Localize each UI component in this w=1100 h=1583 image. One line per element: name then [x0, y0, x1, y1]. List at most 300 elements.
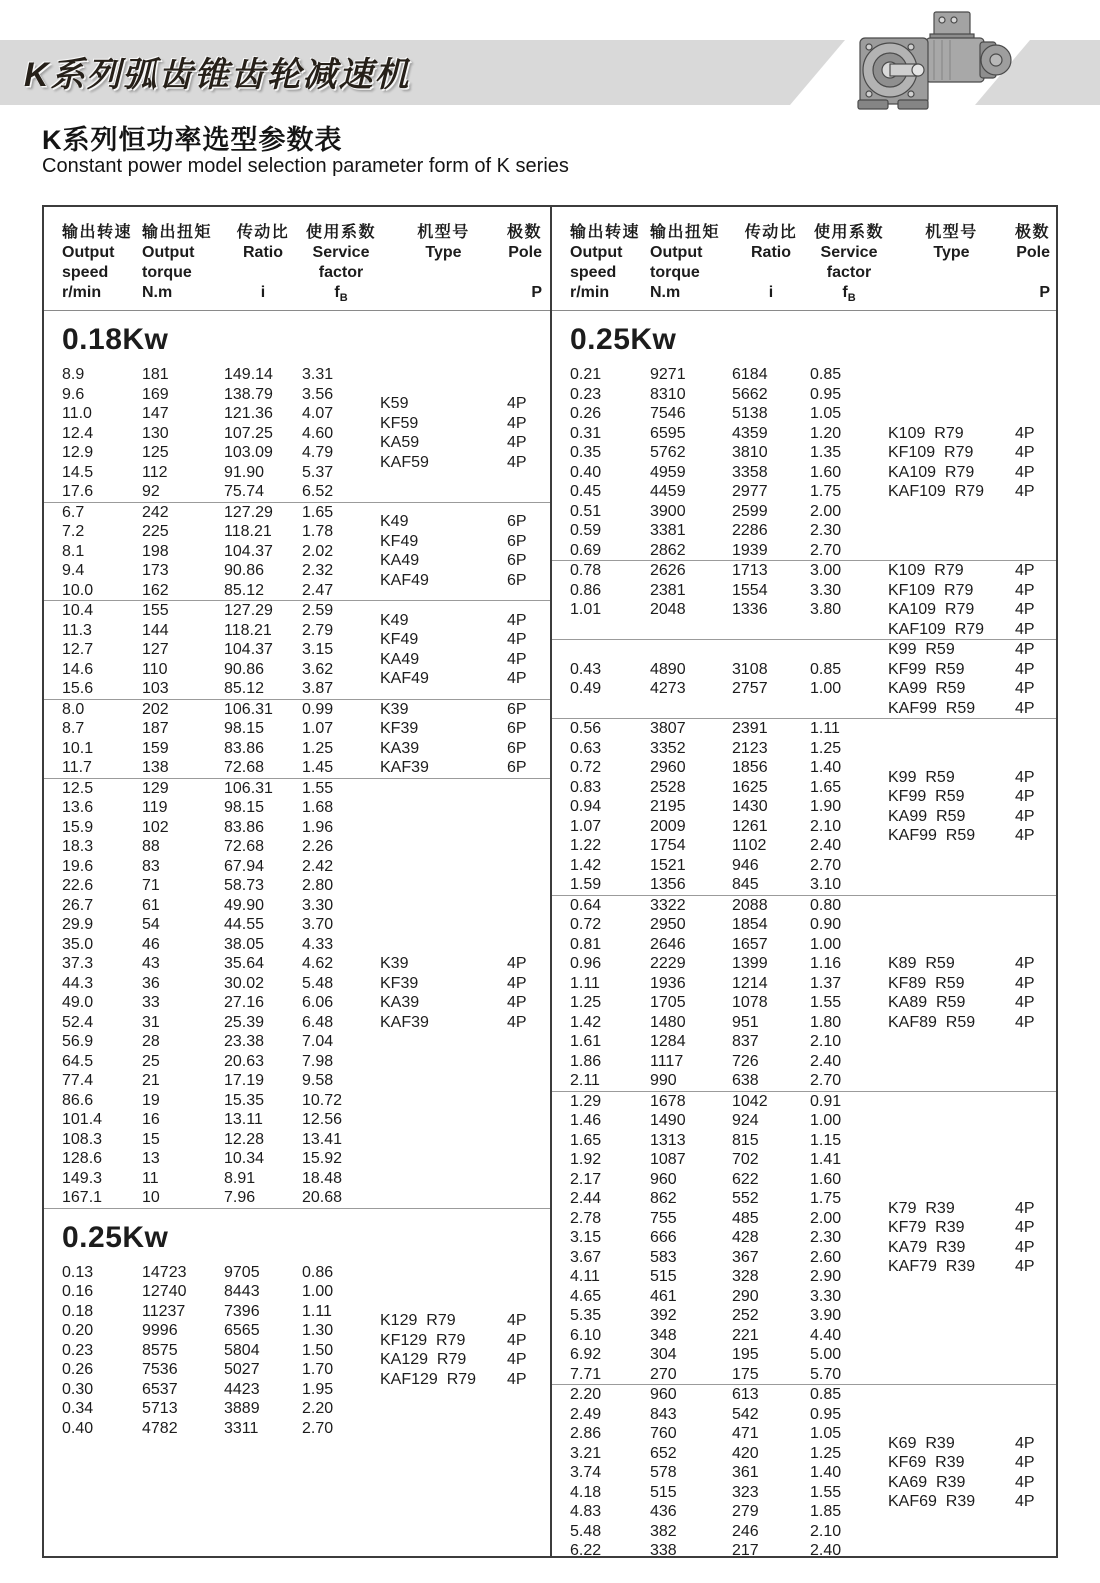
factor-cell: 12.56 — [302, 1111, 343, 1128]
type-label: KA129 R79 — [380, 1351, 467, 1369]
speed-cell: 22.6 — [62, 877, 94, 894]
type-label: K59 — [380, 395, 409, 413]
factor-cell: 1.05 — [810, 1425, 842, 1442]
factor-cell: 0.80 — [810, 896, 842, 914]
speed-cell: 29.9 — [62, 916, 94, 933]
pole-label: 4P — [1015, 827, 1035, 845]
column-header: 输出转速 Output speed r/min — [62, 224, 133, 301]
ratio-cell: 98.15 — [224, 720, 265, 737]
speed-cell: 149.3 — [62, 1169, 103, 1187]
pole-label: 4P — [1015, 994, 1035, 1011]
type-label: KF69 R39 — [888, 1454, 965, 1472]
torque-cell: 755 — [650, 1209, 677, 1227]
factor-cell: 1.75 — [810, 483, 842, 500]
type-label: KA49 — [380, 552, 420, 570]
ratio-cell: 127.29 — [224, 503, 273, 521]
speed-cell: 3.15 — [570, 1229, 602, 1246]
speed-cell: 37.3 — [62, 955, 94, 972]
ratio-cell: 2088 — [732, 896, 768, 914]
torque-cell: 1356 — [650, 876, 686, 893]
torque-cell: 1087 — [650, 1151, 686, 1168]
torque-cell: 990 — [650, 1072, 677, 1089]
model-type-block — [888, 561, 1052, 639]
torque-cell: 125 — [142, 444, 169, 461]
ratio-cell: 1430 — [732, 798, 768, 815]
model-type-block — [888, 1385, 1052, 1561]
model-row — [888, 807, 1052, 827]
torque-cell: 198 — [142, 542, 169, 560]
speed-cell: 0.23 — [570, 385, 602, 403]
type-label: KF89 R59 — [888, 974, 965, 992]
factor-cell: 2.30 — [810, 522, 842, 539]
torque-cell: 338 — [650, 1542, 677, 1559]
model-row — [888, 768, 1052, 788]
ratio-cell: 13.11 — [224, 1111, 263, 1128]
factor-cell: 2.70 — [810, 856, 842, 874]
factor-cell: 1.11 — [810, 720, 840, 737]
factor-cell: 3.30 — [810, 581, 842, 599]
speed-cell: 2.78 — [570, 1209, 602, 1227]
table-section — [44, 502, 550, 601]
type-label: K129 R79 — [380, 1312, 456, 1330]
ratio-cell — [732, 640, 810, 660]
ratio-cell: 106.31 — [224, 779, 273, 797]
table-section — [552, 895, 1056, 1091]
pole-label: 4P — [507, 414, 527, 432]
factor-cell: 3.31 — [302, 366, 334, 383]
torque-cell: 515 — [650, 1483, 677, 1501]
speed-cell: 0.78 — [570, 562, 602, 579]
ratio-cell: 3311 — [224, 1419, 259, 1437]
model-type-block — [888, 719, 1052, 895]
ratio-cell: 90.86 — [224, 562, 265, 579]
torque-cell: 225 — [142, 523, 169, 540]
type-label: K79 R39 — [888, 1199, 955, 1217]
type-label: KAF99 R59 — [888, 699, 976, 717]
type-label: KF109 R79 — [888, 444, 974, 461]
page-title: K系列恒功率选型参数表 — [42, 125, 343, 155]
pole-label: 4P — [1015, 444, 1035, 461]
factor-cell: 4.07 — [302, 405, 334, 422]
pole-label: 4P — [1015, 699, 1035, 717]
ratio-cell: 837 — [732, 1033, 759, 1050]
torque-cell: 92 — [142, 483, 160, 500]
pole-label: 4P — [1015, 562, 1035, 579]
ratio-cell: 1856 — [732, 759, 768, 776]
ratio-cell: 1657 — [732, 935, 768, 953]
type-label: KF99 R59 — [888, 788, 965, 806]
ratio-cell: 58.73 — [224, 877, 265, 894]
speed-cell: 64.5 — [62, 1052, 94, 1070]
speed-cell: 44.3 — [62, 974, 94, 992]
ratio-cell: 1713 — [732, 562, 768, 579]
torque-cell: 110 — [142, 660, 168, 678]
type-label: KA109 R79 — [888, 601, 975, 618]
ratio-cell: 23.38 — [224, 1033, 265, 1050]
type-label: KAF59 — [380, 453, 429, 471]
type-label: KA99 R59 — [888, 807, 966, 825]
torque-cell: 1521 — [650, 856, 686, 874]
speed-cell — [570, 640, 650, 660]
ratio-cell: 8.91 — [224, 1169, 256, 1187]
speed-cell: 9.4 — [62, 562, 85, 579]
ratio-cell: 279 — [732, 1503, 759, 1520]
ratio-cell: 7396 — [224, 1302, 260, 1320]
ratio-cell: 12.28 — [224, 1130, 265, 1148]
model-type-block — [380, 1263, 546, 1439]
type-label: K99 R59 — [888, 768, 955, 786]
speed-cell: 0.56 — [570, 720, 602, 737]
model-type-block — [888, 640, 1052, 718]
ratio-cell: 428 — [732, 1229, 759, 1246]
factor-cell: 1.96 — [302, 818, 334, 836]
speed-cell: 0.81 — [570, 935, 602, 953]
pole-label: 4P — [507, 974, 527, 992]
column-header: 机型号 Type — [925, 224, 978, 261]
torque-cell: 187 — [142, 720, 169, 737]
table-section — [552, 1384, 1056, 1561]
ratio-cell: 44.55 — [224, 916, 265, 933]
model-row — [888, 561, 1052, 581]
ratio-cell: 149.14 — [224, 366, 273, 383]
table-body-left — [44, 311, 550, 1556]
speed-cell: 0.45 — [570, 483, 602, 500]
factor-cell: 3.90 — [810, 1307, 842, 1324]
type-label: KF99 R59 — [888, 660, 965, 678]
factor-cell: 4.40 — [810, 1326, 842, 1344]
torque-cell: 843 — [650, 1405, 677, 1423]
gear-reducer-image — [842, 2, 1022, 127]
speed-cell: 0.96 — [570, 955, 602, 972]
speed-cell: 8.1 — [62, 542, 85, 560]
torque-cell: 652 — [650, 1444, 677, 1462]
model-row — [888, 1434, 1052, 1454]
model-row — [380, 551, 546, 571]
speed-cell: 77.4 — [62, 1072, 94, 1089]
type-label: KF49 — [380, 532, 419, 550]
factor-cell: 1.70 — [302, 1361, 334, 1378]
torque-cell: 666 — [650, 1229, 677, 1246]
type-label: KA109 R79 — [888, 463, 975, 481]
speed-cell: 12.9 — [62, 444, 94, 461]
factor-cell: 1.55 — [302, 779, 334, 797]
factor-cell: 1.05 — [810, 405, 842, 422]
speed-cell: 0.86 — [570, 581, 602, 599]
model-row — [888, 424, 1052, 444]
model-row — [380, 512, 546, 532]
ratio-cell: 2391 — [732, 720, 768, 737]
speed-cell: 11.0 — [62, 405, 92, 422]
power-label: 0.25Kw — [570, 323, 677, 356]
torque-cell: 15 — [142, 1130, 160, 1148]
torque-cell: 2626 — [650, 562, 686, 579]
pole-label: 4P — [1015, 1013, 1035, 1031]
torque-cell: 304 — [650, 1346, 677, 1363]
factor-cell: 4.60 — [302, 424, 334, 442]
torque-cell: 112 — [142, 463, 168, 481]
ratio-cell: 49.90 — [224, 896, 265, 914]
type-label: KAF69 R39 — [888, 1493, 976, 1511]
pole-label: 4P — [1015, 601, 1035, 618]
torque-cell: 1480 — [650, 1013, 686, 1031]
factor-cell: 1.00 — [810, 1112, 842, 1129]
torque-cell: 173 — [142, 562, 169, 579]
column-header: 使用系数 Service factor $f_B$ — [813, 224, 884, 305]
table-right-half — [550, 207, 1056, 1559]
factor-cell: 2.80 — [302, 877, 334, 894]
torque-cell: 16 — [142, 1111, 160, 1128]
speed-cell: 86.6 — [62, 1091, 94, 1109]
speed-cell: 12.4 — [62, 424, 94, 442]
speed-cell: 12.5 — [62, 779, 94, 797]
torque-cell: 2381 — [650, 581, 686, 599]
model-row — [380, 1370, 546, 1390]
torque-cell: 960 — [650, 1386, 677, 1403]
column-header: 极数 Pole P — [507, 224, 543, 301]
speed-cell: 1.86 — [570, 1052, 602, 1070]
model-row — [888, 1238, 1052, 1258]
speed-cell: 0.63 — [570, 739, 602, 757]
model-row — [888, 974, 1052, 994]
torque-cell: 578 — [650, 1464, 677, 1481]
speed-cell: 1.42 — [570, 856, 602, 874]
table-section — [552, 560, 1056, 639]
ratio-cell: 5027 — [224, 1361, 260, 1378]
speed-cell: 0.40 — [570, 463, 602, 481]
speed-cell: 0.49 — [570, 680, 602, 697]
pole-label: 6P — [507, 700, 527, 718]
pole-label: 4P — [1015, 424, 1035, 442]
torque-cell: 6595 — [650, 424, 686, 442]
type-label: KAF49 — [380, 571, 429, 589]
speed-cell: 0.18 — [62, 1302, 94, 1320]
torque-cell: 3900 — [650, 502, 686, 520]
factor-cell: 15.92 — [302, 1150, 343, 1167]
factor-cell: 0.85 — [810, 660, 842, 678]
ratio-cell: 30.02 — [224, 974, 265, 992]
model-type-block — [380, 503, 546, 601]
model-type-block — [888, 365, 1052, 560]
model-type-block — [380, 779, 546, 1208]
speed-cell: 5.35 — [570, 1307, 602, 1324]
pole-label: 4P — [507, 631, 527, 649]
speed-cell: 52.4 — [62, 1013, 94, 1031]
pole-label: 4P — [1015, 955, 1035, 972]
torque-cell: 102 — [142, 818, 169, 836]
column-header: 极数 Pole P — [1015, 224, 1051, 301]
type-label: K39 — [380, 955, 409, 972]
type-label: KA99 R59 — [888, 680, 966, 697]
ratio-cell: 27.16 — [224, 994, 265, 1011]
model-row — [380, 1350, 546, 1370]
torque-cell: 1117 — [650, 1052, 684, 1070]
speed-cell: 4.65 — [570, 1287, 602, 1305]
model-row — [380, 630, 546, 650]
type-label: KF109 R79 — [888, 581, 974, 599]
type-label: KF79 R39 — [888, 1219, 965, 1237]
model-row — [888, 1013, 1052, 1033]
torque-cell: 88 — [142, 838, 160, 855]
table-header-right — [552, 207, 1056, 311]
factor-cell: 5.37 — [302, 463, 334, 481]
pole-label: 4P — [1015, 641, 1035, 658]
table-section — [44, 600, 550, 699]
factor-cell: 2.47 — [302, 581, 334, 599]
speed-cell: 0.43 — [570, 660, 602, 678]
pole-label: 4P — [507, 434, 527, 452]
type-label: KA59 — [380, 434, 420, 452]
speed-cell: 7.2 — [62, 523, 85, 540]
speed-cell: 17.6 — [62, 483, 94, 500]
speed-cell: 0.21 — [570, 366, 602, 383]
factor-cell: 4.33 — [302, 935, 334, 953]
speed-cell: 1.42 — [570, 1013, 602, 1031]
torque-cell: 461 — [650, 1287, 677, 1305]
torque-cell: 2862 — [650, 541, 686, 559]
factor-cell: 1.65 — [302, 503, 334, 521]
torque-cell: 71 — [142, 877, 160, 894]
model-row — [380, 532, 546, 552]
type-label: KA39 — [380, 994, 420, 1011]
speed-cell: 19.6 — [62, 857, 94, 875]
type-label: KA89 R59 — [888, 994, 966, 1011]
factor-cell: 7.04 — [302, 1033, 334, 1050]
type-label: KAF49 — [380, 670, 429, 688]
ratio-cell: 246 — [732, 1522, 759, 1540]
model-row — [888, 640, 1052, 660]
speed-cell: 3.74 — [570, 1464, 602, 1481]
table-section — [552, 1091, 1056, 1385]
torque-cell: 6537 — [142, 1380, 178, 1398]
speed-cell: 1.25 — [570, 994, 602, 1011]
pole-label: 4P — [1015, 1454, 1035, 1472]
factor-cell: 2.00 — [810, 1209, 842, 1227]
factor-cell: 0.90 — [810, 916, 842, 933]
torque-cell: 8310 — [650, 385, 686, 403]
torque-cell: 1754 — [650, 837, 686, 854]
factor-cell: 0.86 — [302, 1263, 334, 1281]
pole-label: 4P — [1015, 1434, 1035, 1452]
torque-cell: 2195 — [650, 798, 686, 815]
ratio-cell: 221 — [732, 1326, 759, 1344]
torque-cell: 31 — [142, 1013, 160, 1031]
ratio-cell: 83.86 — [224, 818, 265, 836]
speed-cell: 0.64 — [570, 896, 602, 914]
factor-cell — [810, 699, 888, 719]
table-section — [44, 778, 550, 1208]
factor-cell: 2.32 — [302, 562, 334, 579]
pole-label: 4P — [1015, 807, 1035, 825]
speed-cell: 10.4 — [62, 602, 94, 619]
model-row — [888, 679, 1052, 699]
ratio-cell: 1625 — [732, 778, 768, 796]
torque-cell — [650, 640, 732, 660]
factor-cell: 1.35 — [810, 444, 842, 461]
speed-cell: 10.0 — [62, 581, 94, 599]
pole-label: 4P — [507, 395, 527, 413]
pole-label: 6P — [507, 513, 527, 531]
type-label: K109 R79 — [888, 562, 964, 579]
table-section — [552, 311, 1056, 560]
ratio-cell — [732, 699, 810, 719]
ratio-cell: 702 — [732, 1151, 759, 1168]
speed-cell: 167.1 — [62, 1189, 103, 1206]
model-row — [380, 974, 546, 994]
factor-cell: 2.40 — [810, 837, 842, 854]
model-row — [888, 1473, 1052, 1493]
speed-cell: 101.4 — [62, 1111, 103, 1128]
ratio-cell: 85.12 — [224, 680, 265, 697]
speed-cell: 1.61 — [570, 1033, 602, 1050]
torque-cell: 2528 — [650, 778, 686, 796]
speed-cell: 0.34 — [62, 1400, 94, 1417]
speed-cell: 14.5 — [62, 463, 94, 481]
pole-label: 4P — [1015, 1473, 1035, 1491]
torque-cell: 3322 — [650, 896, 686, 914]
speed-cell: 1.22 — [570, 837, 602, 854]
factor-cell: 7.98 — [302, 1052, 334, 1070]
torque-cell: 5713 — [142, 1400, 178, 1417]
column-header: 机型号 Type — [417, 224, 470, 261]
factor-cell: 2.40 — [810, 1542, 842, 1559]
speed-cell: 0.69 — [570, 541, 602, 559]
speed-cell: 0.51 — [570, 502, 602, 520]
page-subtitle: Constant power model selection parameter form of K series — [42, 155, 569, 177]
factor-cell: 2.10 — [810, 1522, 842, 1540]
pole-label: 4P — [1015, 768, 1035, 786]
speed-cell: 0.30 — [62, 1380, 94, 1398]
ratio-cell: 1854 — [732, 916, 768, 933]
speed-cell: 5.48 — [570, 1522, 602, 1540]
speed-cell: 128.6 — [62, 1150, 103, 1167]
torque-cell: 392 — [650, 1307, 677, 1324]
model-row — [888, 699, 1052, 719]
model-row — [380, 650, 546, 670]
factor-cell: 4.62 — [302, 955, 334, 972]
torque-cell: 4890 — [650, 660, 686, 678]
factor-cell: 3.15 — [302, 641, 334, 658]
torque-cell: 147 — [142, 405, 169, 422]
model-row — [888, 600, 1052, 620]
factor-cell: 2.90 — [810, 1268, 842, 1285]
speed-cell: 0.35 — [570, 444, 602, 461]
model-row — [888, 660, 1052, 680]
factor-cell: 1.11 — [302, 1302, 332, 1320]
table-section — [44, 1208, 550, 1439]
factor-cell: 1.75 — [810, 1190, 842, 1207]
ratio-cell: 20.63 — [224, 1052, 265, 1070]
pole-label: 6P — [507, 739, 527, 757]
ratio-cell: 1102 — [732, 837, 767, 854]
pole-label: 4P — [1015, 581, 1035, 599]
model-row — [888, 826, 1052, 846]
ratio-cell: 8443 — [224, 1283, 260, 1300]
factor-cell: 3.62 — [302, 660, 334, 678]
pole-label: 4P — [507, 955, 527, 972]
torque-cell: 1705 — [650, 994, 686, 1011]
type-label: K49 — [380, 513, 409, 531]
model-row — [888, 787, 1052, 807]
pole-label: 4P — [507, 994, 527, 1011]
speed-cell: 2.44 — [570, 1190, 602, 1207]
model-row — [380, 954, 546, 974]
factor-cell: 2.26 — [302, 838, 334, 855]
speed-cell: 26.7 — [62, 896, 94, 914]
torque-cell: 960 — [650, 1170, 677, 1188]
torque-cell: 7536 — [142, 1361, 178, 1378]
speed-cell: 3.67 — [570, 1248, 602, 1266]
model-row — [888, 1492, 1052, 1512]
